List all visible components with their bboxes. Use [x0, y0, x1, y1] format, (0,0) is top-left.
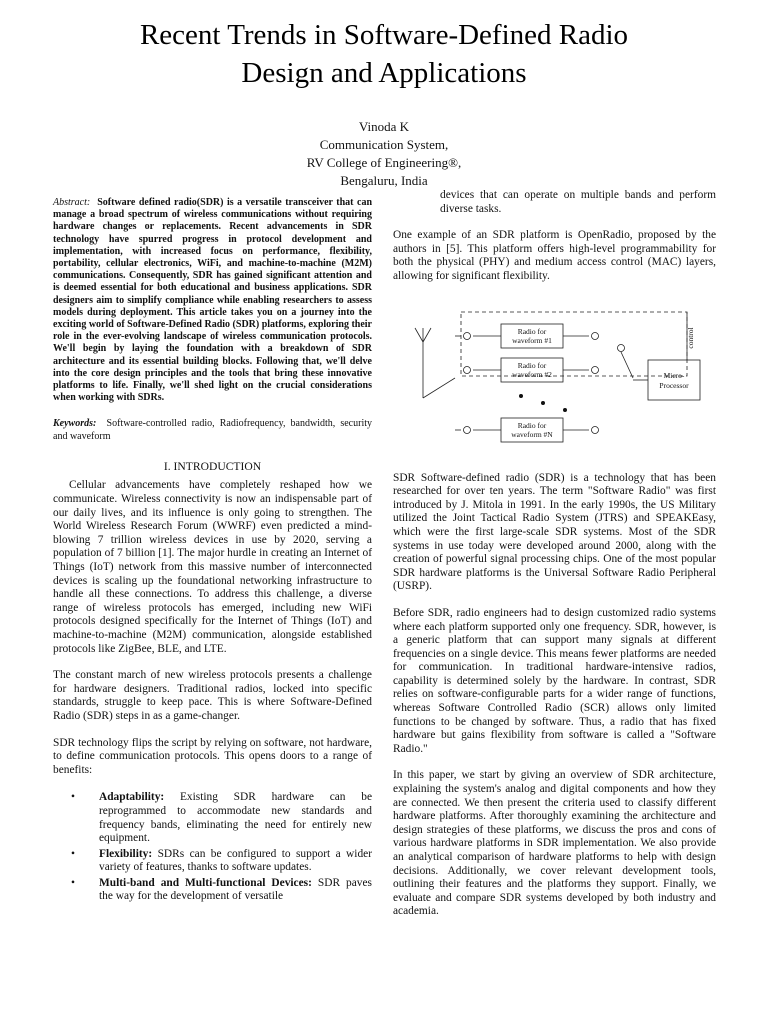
boxn-label-b: waveform #N — [511, 429, 553, 439]
keywords — [53, 418, 372, 442]
antenna-right — [423, 328, 431, 342]
author-dept: Communication System, — [319, 137, 449, 152]
sdr-architecture-figure — [393, 308, 716, 458]
processor-label-b: Processor — [659, 380, 689, 390]
antenna-left — [415, 328, 423, 342]
ellipsis-dot — [563, 408, 567, 412]
bullet-icon: • — [71, 791, 75, 804]
list-item — [71, 791, 372, 845]
paper-title — [0, 16, 768, 92]
title-line-2: Design and Applications — [241, 57, 527, 89]
intro-paragraph-3: SDR technology flips the script by relying on software, not hardware, to define communication protocols. This opens doors to a range of benefits: — [53, 736, 372, 776]
bullet-icon: • — [71, 847, 75, 860]
abstract — [53, 197, 372, 404]
sdr-diagram — [393, 308, 716, 458]
abstract-text: Software defined radio(SDR) is a versatile transceiver that can manage a broad spectrum of wireless communications without requiring hardware changes or replacements. Recent advancements in SDR technology have spurred progress in protocol development and implementation, with increased focus on performance, flexibility, portability, cellular electronics, WiFi, and machine-to-machine (M2M) communications. Consequently, SDR has gained significant attention and is deemed essential for both educational and business applications. SDR designers aim to simplify compliance while enabling researchers to assess models during deployment. This article takes you on a journey into the exciting world of Software-Defined Radio (SDR) platforms, exploring their role in the ever-evolving landscape of wireless communication protocols. We'll begin by laying the foundation with a breakdown of SDR architecture and its essential building blocks. Following that, we'll delve into the core design principles and the tools that bring these innovative platforms to life. Finally, we'll shed light on the crucial considerations when working with SDRs. — [53, 197, 373, 404]
list-item — [71, 847, 372, 875]
author-city: Bengaluru, India — [340, 173, 428, 188]
benefits-list — [53, 791, 372, 904]
bullet-text: SDRs can be configured to support a wider variety of features, thanks to software updates. — [99, 847, 372, 874]
continued-bullet-text: devices that can operate on multiple bands and perform diverse tasks. — [440, 189, 716, 215]
box2-label-b: waveform #2 — [512, 369, 552, 379]
abstract-label: Abstract: — [53, 197, 91, 208]
author-name: Vinoda K — [358, 119, 410, 134]
left-switch — [423, 378, 455, 398]
bullet-icon: • — [71, 876, 75, 889]
boxn-label-a: Radio for — [517, 420, 547, 430]
control-label: control — [686, 326, 695, 349]
intro-paragraph-2: The constant march of new wireless protocols presents a challenge for hardware designers. Traditional radios, locked into specific standards, struggle to keep pace. This is where Software-Defined Radio (SDR) steps in as a game-changer. — [53, 669, 372, 722]
list-item — [71, 876, 372, 904]
right-switch — [621, 352, 633, 378]
right-column — [393, 189, 716, 932]
ellipsis-dot — [541, 401, 545, 405]
bullet-title: Flexibility: — [99, 847, 153, 860]
processor-label-a: Micro- — [663, 370, 685, 380]
before-sdr-paragraph: Before SDR, radio engineers had to design customized radio systems where each platform supported only one frequency. SDR, however, is a generic platform that can support many signals at different frequencies on a single device. This means fewer platforms are needed for communication. In traditional hardware-intensive radios, capability is determined solely by the hardware. In contrast, SDR relies on software-configurable parts for a wider range of functions, whereas Software Controlled Radio (SCR) allows only limited functions to be changed by software. Thus, a radio that has fixed hardware but gains flexibility from software is called a "Software Radio." — [393, 606, 716, 755]
keywords-label: Keywords: — [53, 418, 97, 430]
box1-label-b: waveform #1 — [512, 335, 552, 345]
keywords-text: Software-controlled radio, Radiofrequency, bandwidth, security and waveform — [53, 418, 372, 442]
control-loop-dashed — [461, 312, 687, 376]
bullet-title: Multi-band and Multi-functional Devices: — [99, 876, 312, 889]
bullet-text: Existing SDR hardware can be reprogrammed to accommodate new standards and frequency bands, eliminating the need for entirely new equipment. — [99, 791, 372, 845]
title-line-1: Recent Trends in Software-Defined Radio — [139, 19, 629, 51]
author-college: RV College of Engineering®, — [306, 155, 462, 170]
bullet-text: SDR paves the way for the development of versatile — [99, 876, 372, 903]
sdr-history-paragraph: SDR Software-defined radio (SDR) is a technology that has been researched for over ten years. The term "Software Radio" was first introduced by J. Mitola in 1991. In the early 1990s, the US Military utilized the Joint Tactical Radio System (JTRS) and SPEAKEasy, which were the first large-scale SDR systems. Most of the SDR systems in use today were developed around 2000, along with the creation of powerful signal processing chips. One of the most popular SDR hardware platforms is the Universal Software Radio Peripheral (USRP). — [393, 471, 716, 593]
openradio-paragraph: One example of an SDR platform is OpenRadio, proposed by the authors in [5]. This platform offers high-level programmability for both the physical (PHY) and medium access control (MAC) layers, allowing for significant flexibility. — [393, 229, 716, 282]
section-heading-introduction: I. INTRODUCTION — [163, 459, 262, 473]
ellipsis-dot — [519, 394, 523, 398]
intro-paragraph-1: Cellular advancements have completely reshaped how we communicate. Wireless connectivity is now an indispensable part of our daily lives, and its influence is only going to strengthen. The World Wireless Research Forum (WWRF) even predicted a mind-blowing 7 trillion wireless devices in use by 2020, serving a population of 7 billion [1]. The major hurdle in creating an Internet of Things (IoT) network from this massive number of interconnected devices is scaling up the foundational networking infrastructure to handle all these connections. To address this challenge, a diverse range of wireless protocols has emerged, including new WiFi protocols designed specifically for the Internet of Things (IoT) and machine-to-machine (M2M) communication, alongside established protocols like ZigBee, BLE, and LTE. — [53, 479, 372, 655]
box2-label-a: Radio for — [517, 360, 547, 370]
left-column — [53, 197, 372, 906]
box1-label-a: Radio for — [517, 326, 547, 336]
bullet-title: Adaptability: — [99, 791, 165, 804]
paper-overview-paragraph: In this paper, we start by giving an overview of SDR architecture, explaining the system's analog and digital components and how they are connected. We then present the criteria used to classify different hardware platforms. After thoroughly examining the architecture and design strategies of these platforms, we discuss the pros and cons of various hardware platforms in SDR implementation. We also provide an analytical comparison of hardware platforms to help with design decisions. Additionally, we cover relevant development tools, outlining their features and the platforms they support. Finally, we evaluate and compare SDR systems developed by both industry and academia. — [393, 769, 716, 918]
microprocessor-box — [648, 360, 700, 400]
author-block — [0, 118, 768, 190]
